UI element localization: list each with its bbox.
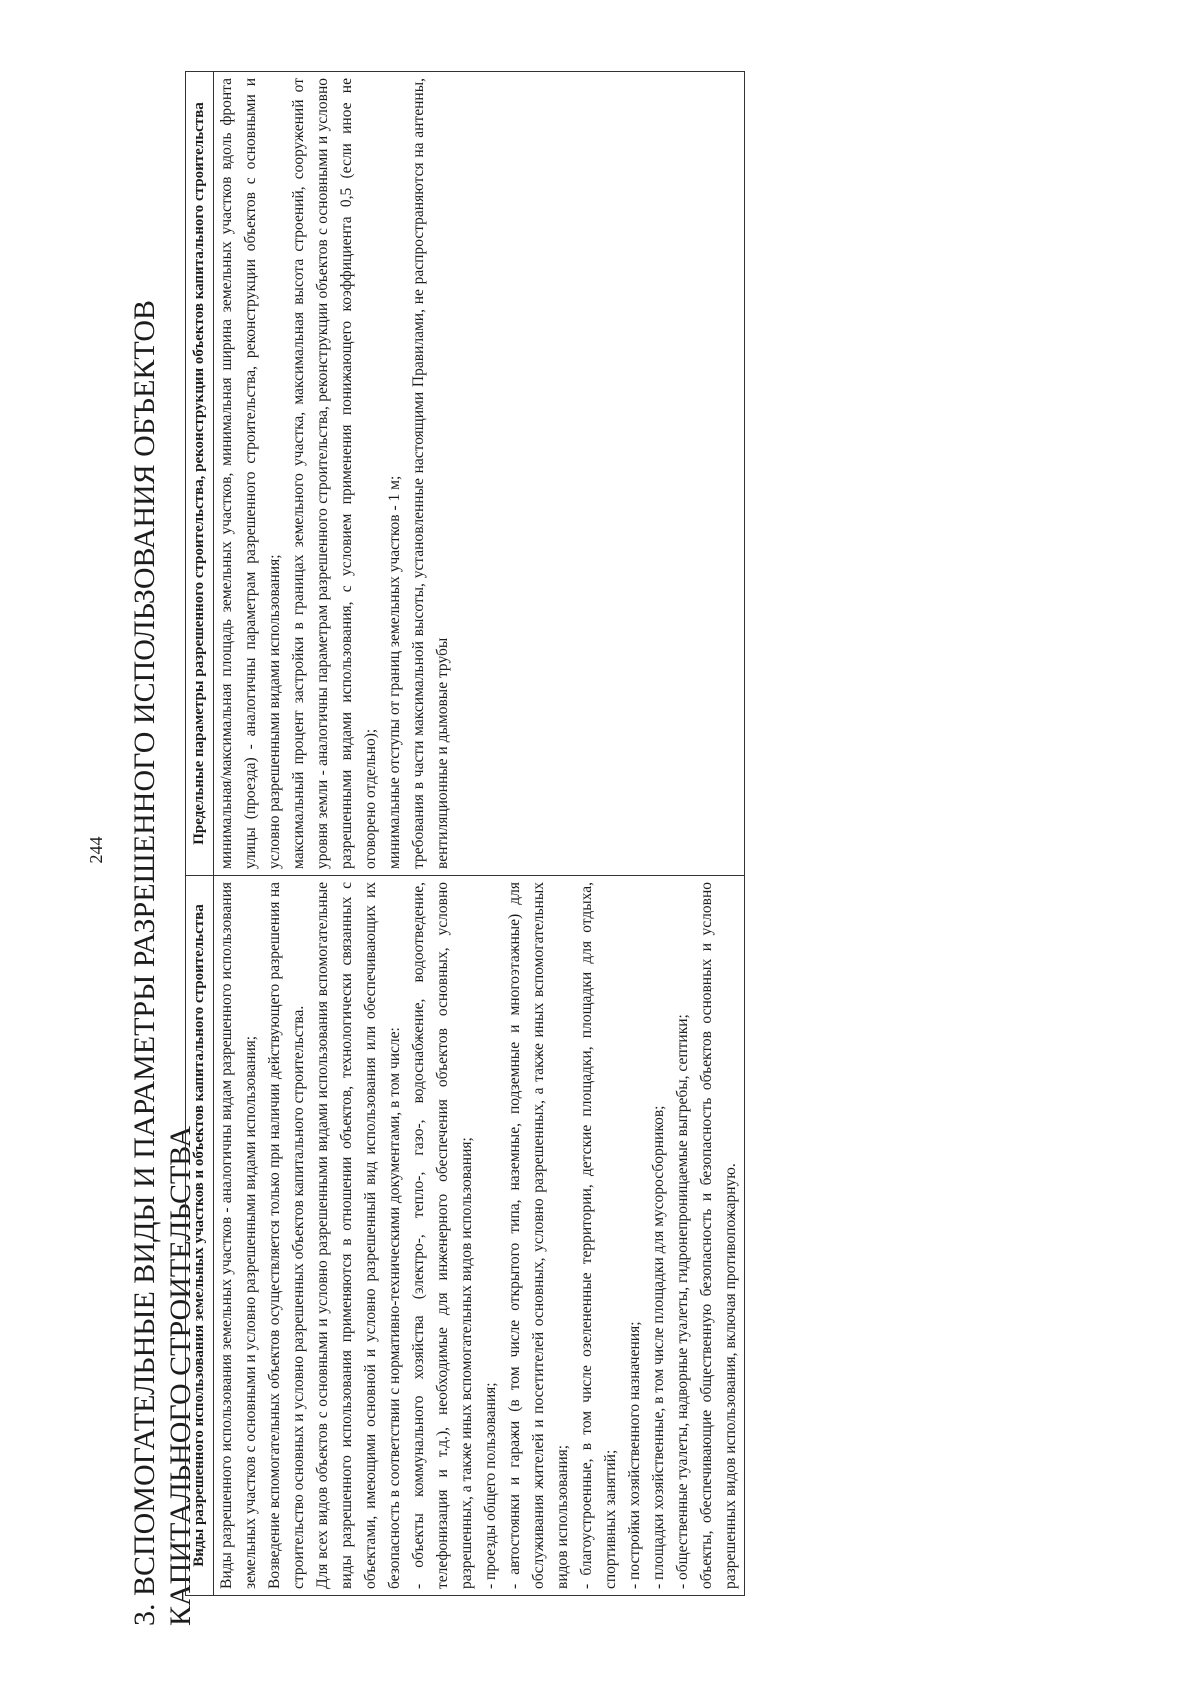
- list-item: Виды разрешенного использования земельных участков - аналогичны видам разрешенного использования земельных участков с основными и условно разрешенными видами использования;: [218, 882, 259, 1589]
- list-item: объекты, обеспечивающие общественную безопасность и безопасность объектов основных и условно разрешенных видов использования, включая противопожарную.: [698, 882, 739, 1589]
- list-item: Возведение вспомогательных объектов осуществляется только при наличии действующего разрешения на строительство основных и условно разрешенных объектов капитального строительства.: [266, 882, 307, 1589]
- list-item: - благоустроенные, в том числе озелененные территории, детские площадки, площадки для отдыха, спортивных занятий;: [578, 882, 619, 1589]
- list-item: требования в части максимальной высоты, установленные настоящими Правилами, не распространяются на антенны, вентиляционные и дымовые трубы: [410, 78, 451, 869]
- list-item: - площадки хозяйственные, в том числе площадки для мусоросборников;: [650, 1105, 667, 1589]
- section-title-text: 3. ВСПОМОГАТЕЛЬНЫЕ ВИДЫ И ПАРАМЕТРЫ РАЗРЕШЕННОГО ИСПОЛЬЗОВАНИЯ ОБЪЕКТОВ КАПИТАЛЬНОГО СТРОИТЕЛЬСТВА: [128, 299, 198, 1626]
- list-item: - постройки хозяйственного назначения;: [626, 1321, 643, 1589]
- document-page: [85, 60, 1145, 1640]
- list-item: минимальные отступы от границ земельных участков - 1 м;: [386, 475, 403, 869]
- table-header-row: [186, 72, 214, 1596]
- permitted-use-table: [185, 71, 745, 1596]
- list-item: максимальный процент застройки в границах земельного участка, максимальная высота строений, сооружений от уровня земли - аналогичны параметрам разрешенного строительства, реконструкции объектов с основными и условно разрешенными видами использования, с условием применения понижающего коэффициента 0,5 (если иное не оговорено отдельно);: [290, 78, 379, 869]
- table-row: [214, 72, 745, 1596]
- list-item: - общественные туалеты, надворные туалеты, гидронепроницаемые выгребы, септики;: [674, 1014, 691, 1589]
- page-number: 244: [86, 836, 106, 864]
- limit-params-cell: [214, 72, 745, 876]
- list-item: минимальная/максимальная площадь земельных участков, минимальная ширина земельных участков вдоль фронта улицы (проезда) - аналогичны параметрам разрешенного строительства, реконструкции объектов с основными и условно разрешенными видами использования;: [218, 78, 283, 869]
- header-limit-params: Предельные параметры разрешенного строительства, реконструкции объектов капитального строительства: [186, 72, 214, 876]
- list-item: - проезды общего пользования;: [482, 1382, 499, 1589]
- header-use-types: Виды разрешенного использования земельных участков и объектов капитального строительства: [186, 876, 214, 1596]
- list-item: - автостоянки и гаражи (в том числе открытого типа, наземные, подземные и многоэтажные) для обслуживания жителей и посетителей основных, условно разрешенных, а также иных вспомогательных видов использования;: [506, 882, 571, 1589]
- use-types-cell: [214, 876, 745, 1596]
- list-item: - объекты коммунального хозяйства (электро-, тепло-, газо-, водоснабжение, водоотведение, телефонизация и т.д.), необходимые для инженерного обеспечения объектов основных, условно разрешенных, а также иных вспомогательных видов использования;: [410, 882, 475, 1589]
- list-item: Для всех видов объектов с основными и условно разрешенными видами использования вспомогательные виды разрешенного использования применяются в отношении объектов, технологически связанных с объектами, имеющими основной и условно разрешенный вид использования или обеспечивающих их безопасность в соответствии с нормативно-техническими документами, в том числе:: [314, 882, 403, 1589]
